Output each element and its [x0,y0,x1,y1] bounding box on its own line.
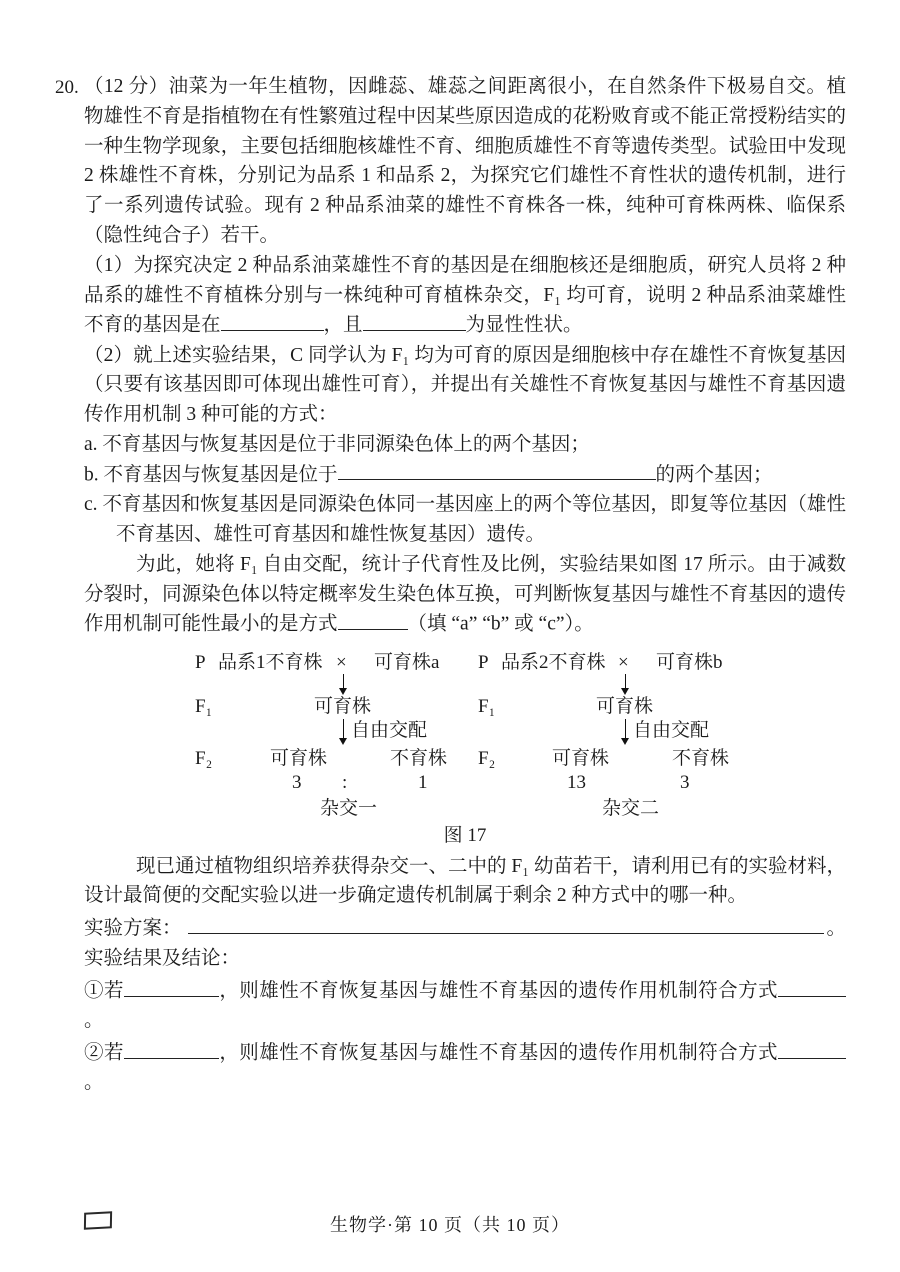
scheme-line [84,914,846,944]
question-content [84,72,846,1098]
cross1-f1-result: 可育株 [314,695,372,717]
scheme-label: 实验方案： [84,918,182,940]
blank-line [221,310,324,331]
result-line-2 [84,1038,846,1098]
part1-text-1: （1）为探究决定 2 种品系油菜雄性不育的基因是在细胞核还是细胞质，研究人员将 2 种品系的雄性不育植株分别与一株纯种可育植株杂交，F₁ 均可育，说明 2 种品系油菜雄性不育的基因是在 [84,254,846,336]
cross1-parent2: 可育株a [374,651,440,673]
blank-line [338,460,656,481]
option-a: a. 不育基因与恢复基因是位于非同源染色体上的两个基因； [84,434,590,456]
cross1-parent1: 品系1不育株 [218,651,323,673]
part1-text-3: 为显性性状。 [465,314,583,336]
result-line-1 [84,976,846,1036]
result2-period: 。 [84,1072,104,1094]
followup-paragraph: 现已通过植物组织培养获得杂交一、二中的 F₁ 幼苗若干，请利用已有的实验材料，设计最简便的交配实验以进一步确定遗传机制属于剩余 2 种方式中的哪一种。 [84,855,846,907]
result2-middle: ，则雄性不育恢复基因与雄性不育基因的遗传作用机制符合方式 [218,1042,778,1064]
result2-prefix: ②若 [84,1042,124,1064]
scheme-period: 。 [826,918,846,940]
cross1-ratio-right: 1 [418,771,428,793]
result1-prefix: ①若 [84,980,124,1002]
part1-paragraph [84,251,846,341]
figure-caption: 图 17 [443,824,487,846]
question-number: 20. [55,77,79,98]
option-b-text-1: b. 不育基因与恢复基因是位于 [84,464,338,486]
cross1-f2-label: F₂ [195,747,213,769]
cross2-f2-label: F₂ [478,747,496,769]
cross2-f1-result: 可育株 [596,695,654,717]
analysis-text-2: （填 “a” “b” 或 “c”）。 [407,613,594,635]
blank-line [778,976,846,997]
arrow-down-icon [343,719,344,742]
blank-line [778,1038,846,1059]
cross1-ratio-left: 3 [292,771,302,793]
cross1-arrow-label: 自由交配 [351,719,428,741]
part1-text-2: ，且 [323,314,363,336]
cross1-f1-label: F₁ [195,695,213,717]
cross2-parent2: 可育株b [656,651,723,673]
arrow-down-icon [625,719,626,742]
analysis-text-1: 为此，她将 F₁ 自由交配，统计子代育性及比例，实验结果如图 17 所示。由于减数分裂时，同源染色体以特定概率发生染色体互换，可判断恢复基因与雄性不育基因的遗传作用机制可能性最小的是方式 [84,553,846,635]
cross2-arrow-label: 自由交配 [633,719,710,741]
result1-middle: ，则雄性不育恢复基因与雄性不育基因的遗传作用机制符合方式 [218,980,778,1002]
blank-line [338,609,408,630]
cross2-ratio-right: 3 [680,771,690,793]
cross1-caption: 杂交一 [320,797,378,819]
cross1-cross-sign: × [336,651,347,673]
blank-line [188,915,825,935]
cross2-f1-label: F₁ [478,695,496,717]
option-c: c. 不育基因和恢复基因是同源染色体同一基因座上的两个等位基因，即复等位基因（雄性不育基因、雄性可育基因和雄性恢复基因）遗传。 [84,494,846,545]
option-b [84,460,846,490]
result1-period: 。 [84,1010,104,1032]
cross2-ratio-left: 13 [567,771,586,793]
option-b-text-2: 的两个基因； [655,464,773,486]
intro-paragraph: （12 分）油菜为一年生植物，因雌蕊、雄蕊之间距离很小，在自然条件下极易自交。植物雄性不育是指植物在有性繁殖过程中因某些原因造成的花粉败育或不能正常授粉结实的一种生物学现象，主要包括细胞核雄性不育、细胞质雄性不育等遗传类型。试验田中发现 2 株雄性不育株，分别记为品系 1 和品系 2，为探究它们雄性不育性状的遗传机制，进行了一系列遗传试验。现有 2 种品系油菜的雄性不育株各一株，纯种可育株两株、临保系（隐性纯合子）若干。 [84,76,846,246]
results-heading: 实验结果及结论： [84,948,241,970]
cross1-p-label: P [195,651,206,673]
blank-line [124,976,219,997]
figure-17 [84,644,846,852]
analysis-paragraph [84,550,846,640]
page-footer: 生物学·第 10 页（共 10 页） [330,1215,570,1235]
cross2-f2-left: 可育株 [552,747,610,769]
arrow-down-icon [625,674,626,692]
part2-paragraph: （2）就上述实验结果，C 同学认为 F₁ 均为可育的原因是细胞核中存在雄性不育恢复基因（只要有该基因即可体现出雄性可育），并提出有关雄性不育恢复基因与雄性不育基因遗传作用机制 3 种可能的方式： [84,344,846,426]
blank-line [363,310,466,331]
arrow-down-icon [343,674,344,692]
cross1-f2-left: 可育株 [270,747,328,769]
blank-line [124,1038,219,1059]
cross1-ratio-sep: : [342,771,348,793]
cross2-p-label: P [478,651,489,673]
cross2-cross-sign: × [618,651,629,673]
cross2-caption: 杂交二 [602,797,660,819]
cross1-f2-right: 不育株 [390,747,448,769]
cross2-f2-right: 不育株 [672,747,730,769]
cross2-parent1: 品系2不育株 [501,651,606,673]
